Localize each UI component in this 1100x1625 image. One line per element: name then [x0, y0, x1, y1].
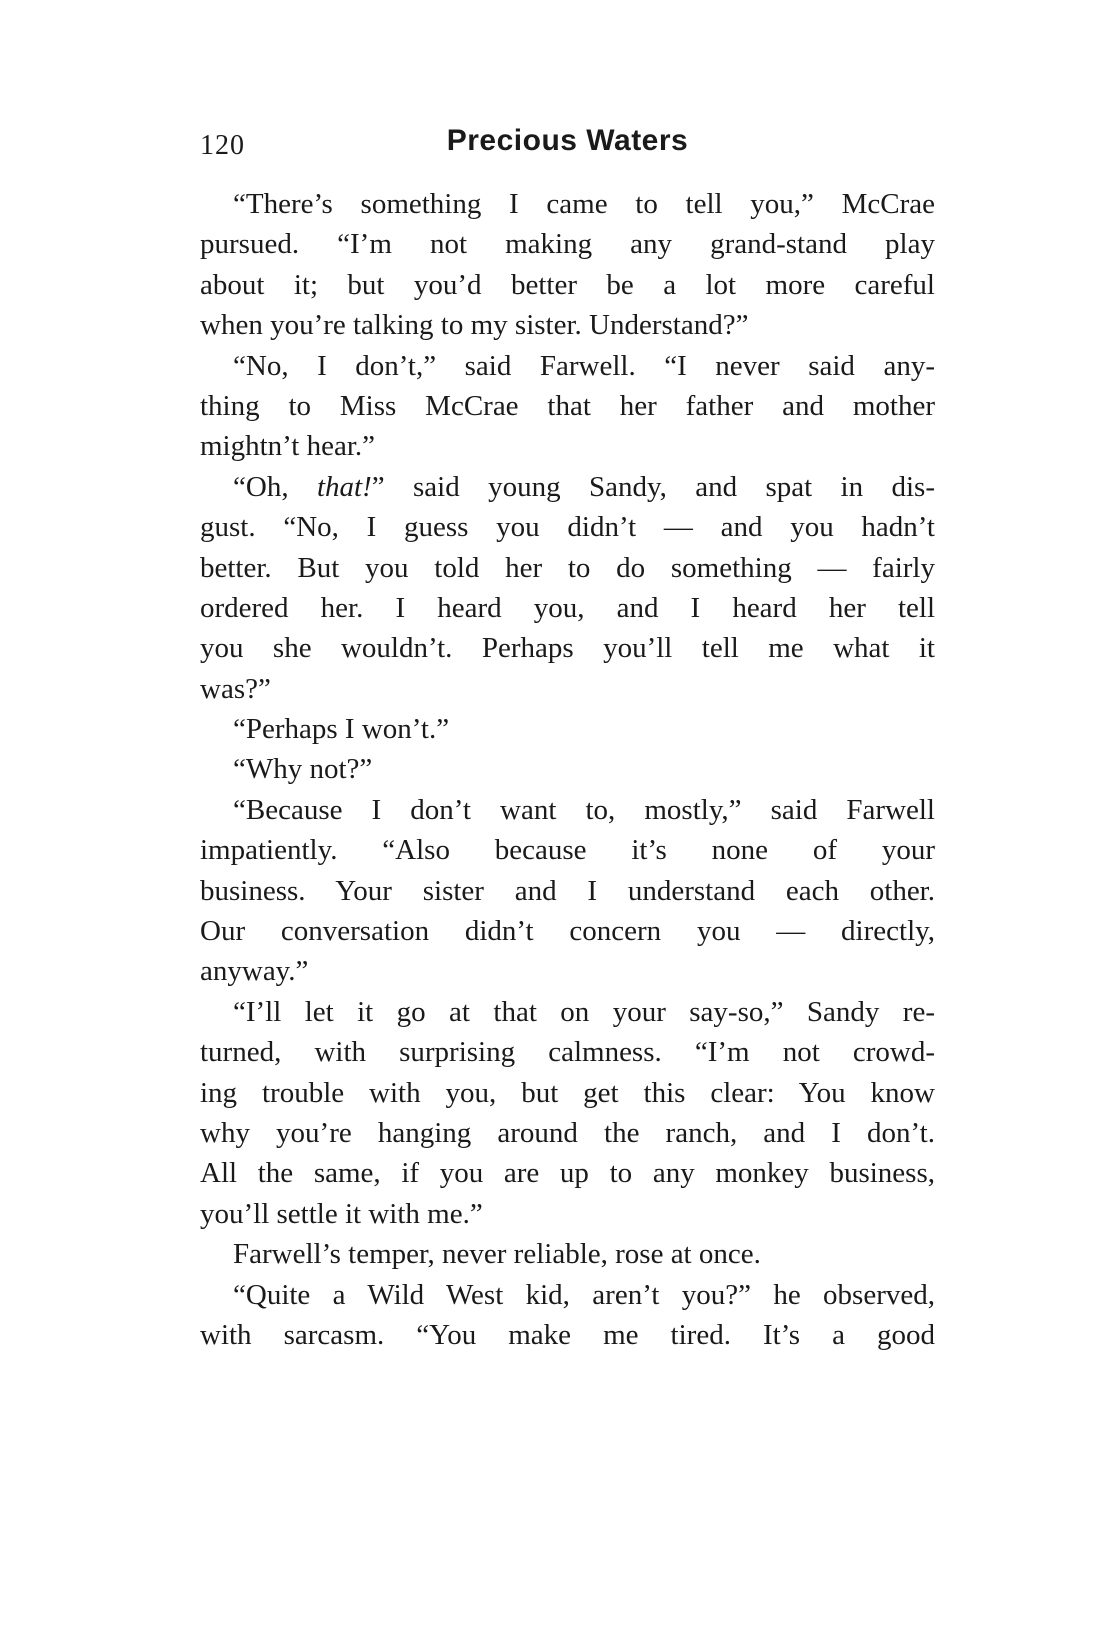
text-line: you’ll settle it with me.”: [200, 1197, 483, 1230]
text-line: thing to Miss McCrae that her father and mother: [200, 389, 935, 422]
text-line: you she wouldn’t. Perhaps you’ll tell me what it: [200, 632, 935, 665]
text-line: when you’re talking to my sister. Understand?”: [200, 309, 749, 342]
text-line: ordered her. I heard you, and I heard her tell: [200, 591, 935, 624]
text-line: turned, with surprising calmness. “I’m not crowd-: [200, 1036, 935, 1069]
text-line: [200, 467, 935, 507]
text-line: “Why not?”: [233, 753, 373, 786]
body-text: [200, 184, 935, 1355]
text-line: “I’ll let it go at that on your say-so,” Sandy re-: [233, 995, 935, 1028]
text-line: anyway.”: [200, 955, 309, 988]
text-line: about it; but you’d better be a lot more careful: [200, 268, 935, 301]
page-number: 120: [200, 130, 245, 161]
italic-emphasis: that!: [316, 470, 372, 503]
text-line: “There’s something I came to tell you,” McCrae: [233, 188, 935, 220]
text-line: mightn’t hear.”: [200, 430, 376, 463]
text-line: ing trouble with you, but get this clear: You know: [200, 1076, 935, 1109]
text-line: with sarcasm. “You make me tired. It’s a good: [200, 1318, 935, 1351]
text-segment: “Oh,: [233, 470, 317, 503]
text-line: impatiently. “Also because it’s none of your: [200, 834, 935, 867]
text-line: was?”: [200, 672, 271, 705]
text-line: better. But you told her to do something — fairly: [200, 551, 935, 584]
running-title: Precious Waters: [446, 124, 689, 157]
text-line: business. Your sister and I understand each other.: [200, 874, 935, 907]
text-line: gust. “No, I guess you didn’t — and you hadn’t: [200, 511, 935, 544]
text-line: why you’re hanging around the ranch, and I don’t.: [200, 1116, 935, 1149]
text-line: pursued. “I’m not making any grand-stand play: [200, 228, 935, 261]
text-line: All the same, if you are up to any monkey business,: [200, 1157, 935, 1190]
text-line: Farwell’s temper, never reliable, rose at once.: [233, 1238, 761, 1271]
page-header: [200, 124, 935, 168]
text-line: “Because I don’t want to, mostly,” said Farwell: [233, 793, 935, 826]
text-line: “Quite a Wild West kid, aren’t you?” he observed,: [233, 1278, 935, 1311]
text-line: Our conversation didn’t concern you — directly,: [200, 915, 935, 948]
text-segment: ” said young Sandy, and spat in dis-: [371, 470, 935, 503]
text-line: “No, I don’t,” said Farwell. “I never said any-: [233, 349, 935, 382]
text-line: “Perhaps I won’t.”: [233, 713, 450, 746]
